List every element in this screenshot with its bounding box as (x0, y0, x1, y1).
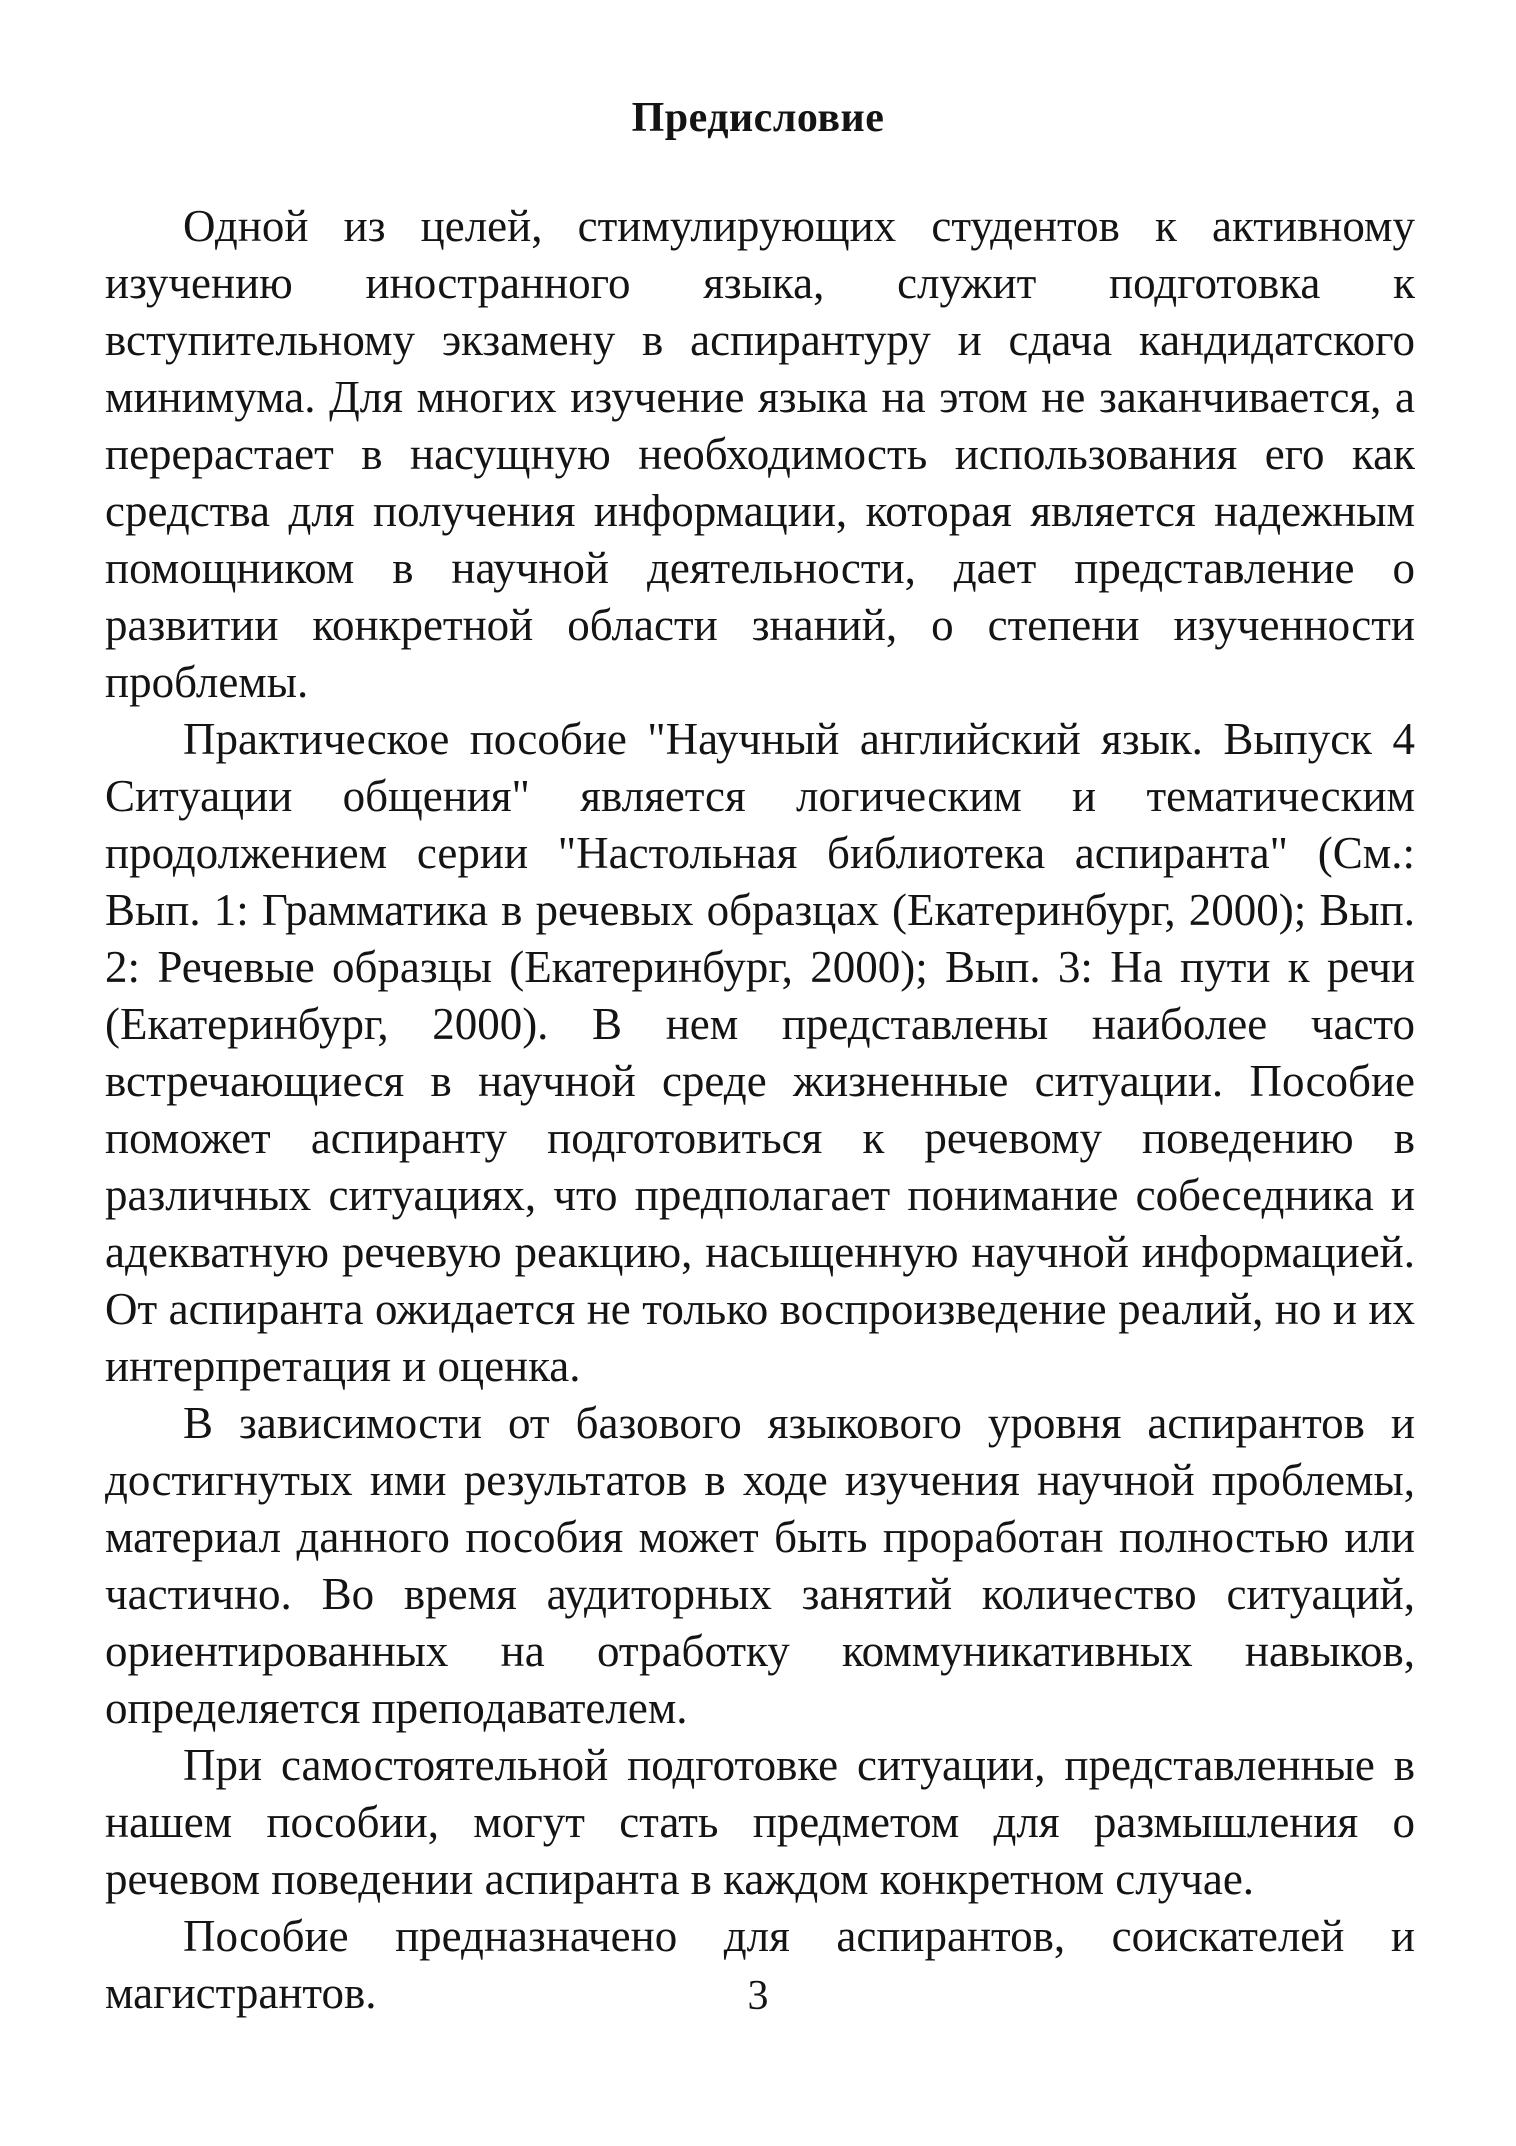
page-number: 3 (747, 1973, 769, 2019)
paragraph-5: Пособие предназначено для аспирантов, соискателей и магистрантов. (105, 1911, 1415, 2018)
paragraph-4: При самостоятельной подготовке ситуации, представленные в нашем пособии, могут стать предметом для размышления о речевом поведении аспиранта в каждом конкретном случае. (105, 1740, 1415, 1904)
paragraph-2: Практическое пособие "Научный английский язык. Выпуск 4 Ситуации общения" является логическим и тематическим продолжением серии "Настольная библиотека аспиранта" (См.: Вып. 1: Грамматика в речевых образцах (Екатеринбург, 2000); Вып. 2: Речевые образцы (Екатеринбург, 2000); Вып. 3: На пути к речи (Екатеринбург, 2000). В нем представлены наиболее часто встречающиеся в научной среде жизненные ситуации. Пособие поможет аспиранту подготовиться к речевому поведению в различных ситуациях, что предполагает понимание собеседника и адекватную речевую реакцию, насыщенную научной информацией. От аспиранта ожидается не только воспроизведение реалий, но и их интерпретация и оценка. (105, 714, 1415, 1391)
preface-body (105, 198, 1415, 2022)
paragraph-1: Одной из целей, стимулирующих студентов к активному изучению иностранного языка, служит подготовка к вступительному экзамену в аспирантуру и сдача кандидатского минимума. Для многих изучение языка на этом не заканчивается, а перерастает в насущную необходимость использования его как средства для получения информации, которая является надежным помощником в научной деятельности, дает представление о развитии конкретной области знаний, о степени изученности проблемы. (105, 201, 1415, 707)
page-title: Предисловие (631, 95, 885, 141)
paragraph-3: В зависимости от базового языкового уровня аспирантов и достигнутых ими результатов в ходе изучения научной проблемы, материал данного пособия может быть проработан полностью или частично. Во время аудиторных занятий количество ситуаций, ориентированных на отработку коммуникативных навыков, определяется преподавателем. (105, 1398, 1415, 1733)
